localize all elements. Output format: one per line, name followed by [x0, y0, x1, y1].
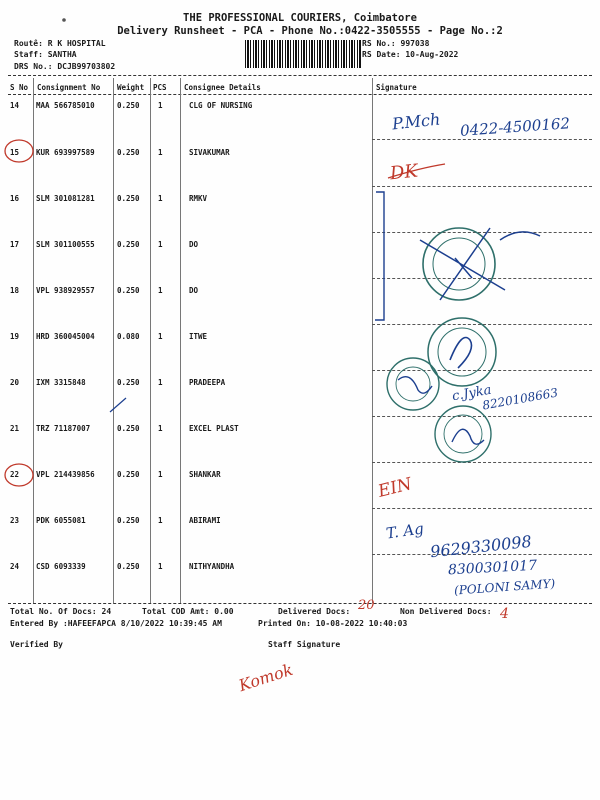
handwritten-staff-signature: Komok	[236, 659, 296, 696]
staff-signature-label: Staff Signature	[268, 640, 341, 649]
cell-consignment: KUR 693997589	[36, 148, 95, 157]
signature-scribble	[452, 429, 484, 444]
entered-by: Entered By :HAFEEFAPCA 8/10/2022 10:39:45 AM	[10, 619, 222, 628]
handwritten-name: (POLONI SAMY)	[453, 576, 556, 598]
cell-weight: 0.250	[117, 424, 140, 433]
tick-mark	[110, 398, 126, 412]
handwritten-sign: c.Jyka	[450, 382, 493, 405]
rs-number: RS No.: 997038	[362, 39, 430, 48]
underline-mark	[388, 164, 445, 178]
verified-by: Verified By	[10, 640, 63, 649]
cell-consignment: VPL 938929557	[36, 286, 95, 295]
cell-consignment: TRZ 71187007	[36, 424, 91, 433]
company-title: THE PROFESSIONAL COURIERS, Coimbatore	[183, 12, 417, 24]
cell-sno: 19	[10, 332, 20, 341]
handwritten-dk: DK	[388, 160, 419, 185]
cell-consignee: PRADEEPA	[189, 378, 226, 387]
total-cod: Total COD Amt: 0.00	[142, 607, 234, 616]
circle-mark	[5, 140, 33, 162]
handwritten-sign: T. Ag	[384, 519, 425, 543]
stamp-seal-inner	[438, 328, 486, 376]
handwritten-delivered-count: 20	[358, 598, 375, 613]
col-consignee: Consignee Details	[184, 83, 261, 92]
handwritten-initials: P.Mch	[391, 109, 442, 134]
cell-pcs: 1	[158, 516, 163, 525]
cell-consignee: SIVAKUMAR	[189, 148, 230, 157]
cell-consignment: HRD 360045004	[36, 332, 95, 341]
handwritten-ein: EIN	[376, 474, 414, 502]
cell-sno: 23	[10, 516, 20, 525]
cell-consignment: CSD 6093339	[36, 562, 86, 571]
cell-pcs: 1	[158, 240, 163, 249]
cell-pcs: 1	[158, 101, 163, 110]
cell-weight: 0.250	[117, 194, 140, 203]
handwritten-phone: 8300301017	[447, 557, 538, 579]
stamp-seal	[423, 228, 495, 300]
route-label: Routê: R K HOSPITAL	[14, 39, 106, 48]
runsheet-subtitle: Delivery Runsheet - PCA - Phone No.:0422-3505555 - Page No.:2	[117, 25, 503, 37]
signature-scribble	[420, 228, 540, 300]
cell-weight: 0.250	[117, 101, 140, 110]
cell-sno: 14	[10, 101, 20, 110]
cell-weight: 0.250	[117, 516, 140, 525]
bracket-mark	[375, 192, 384, 320]
cell-pcs: 1	[158, 470, 163, 479]
cell-pcs: 1	[158, 332, 163, 341]
col-sno: S No	[10, 83, 29, 92]
cell-pcs: 1	[158, 148, 163, 157]
printed-on: Printed On: 10-08-2022 10:40:03	[258, 619, 408, 628]
total-docs: Total No. Of Docs: 24	[10, 607, 112, 616]
non-delivered-docs: Non Delivered Docs:	[400, 607, 492, 616]
cell-pcs: 1	[158, 286, 163, 295]
cell-sno: 15	[10, 148, 20, 157]
cell-consignee: CLG OF NURSING	[189, 101, 253, 110]
handwritten-phone: 9629330098	[429, 531, 533, 562]
cell-sno: 21	[10, 424, 20, 433]
cell-consignee: RMKV	[189, 194, 208, 203]
cell-weight: 0.250	[117, 562, 140, 571]
cell-weight: 0.080	[117, 332, 140, 341]
cell-sno: 24	[10, 562, 20, 571]
col-signature: Signature	[376, 83, 417, 92]
handwritten-phone: 0422-4500162	[459, 114, 571, 140]
cell-consignment: MAA 566785010	[36, 101, 95, 110]
cell-sno: 18	[10, 286, 20, 295]
ink-dot	[62, 18, 66, 22]
handwritten-non-delivered-count: 4	[500, 606, 509, 622]
cell-pcs: 1	[158, 562, 163, 571]
drs-number: DRS No.: DCJB99703802	[14, 62, 116, 71]
cell-pcs: 1	[158, 194, 163, 203]
cell-pcs: 1	[158, 378, 163, 387]
cell-weight: 0.250	[117, 378, 140, 387]
col-pcs: PCS	[153, 83, 167, 92]
cell-consignment: SLM 301100555	[36, 240, 95, 249]
cell-consignment: SLM 301081281	[36, 194, 95, 203]
cell-consignment: VPL 214439856	[36, 470, 95, 479]
cell-consignee: DO	[189, 286, 199, 295]
cell-consignee: DO	[189, 240, 199, 249]
cell-weight: 0.250	[117, 148, 140, 157]
cell-pcs: 1	[158, 424, 163, 433]
cell-sno: 17	[10, 240, 20, 249]
col-consignment: Consignment No	[37, 83, 101, 92]
signature-scribble	[398, 377, 432, 394]
cell-consignee: NITHYANDHA	[189, 562, 235, 571]
cell-consignee: EXCEL PLAST	[189, 424, 239, 433]
cell-consignee: SHANKAR	[189, 470, 221, 479]
col-weight: Weight	[117, 83, 145, 92]
delivered-docs: Delivered Docs:	[278, 607, 351, 616]
cell-sno: 22	[10, 470, 20, 479]
rs-date: RS Date: 10-Aug-2022	[362, 50, 459, 59]
cell-sno: 16	[10, 194, 20, 203]
cell-weight: 0.250	[117, 286, 140, 295]
handwritten-phone: 8220108663	[481, 385, 559, 413]
circle-mark	[5, 464, 33, 486]
stamp-seal-inner	[444, 415, 482, 453]
cell-weight: 0.250	[117, 470, 140, 479]
cell-consignee: ABIRAMI	[189, 516, 221, 525]
cell-consignment: PDK 6055081	[36, 516, 86, 525]
staff-label: Staff: SANTHA	[14, 50, 77, 59]
stamp-seal	[387, 358, 439, 410]
cell-consignee: ITWE	[189, 332, 208, 341]
stamp-seal-inner	[396, 367, 430, 401]
stamp-seal	[435, 406, 491, 462]
cell-consignment: IXM 3315848	[36, 378, 86, 387]
signature-scribble	[450, 338, 472, 369]
cell-weight: 0.250	[117, 240, 140, 249]
cell-sno: 20	[10, 378, 20, 387]
